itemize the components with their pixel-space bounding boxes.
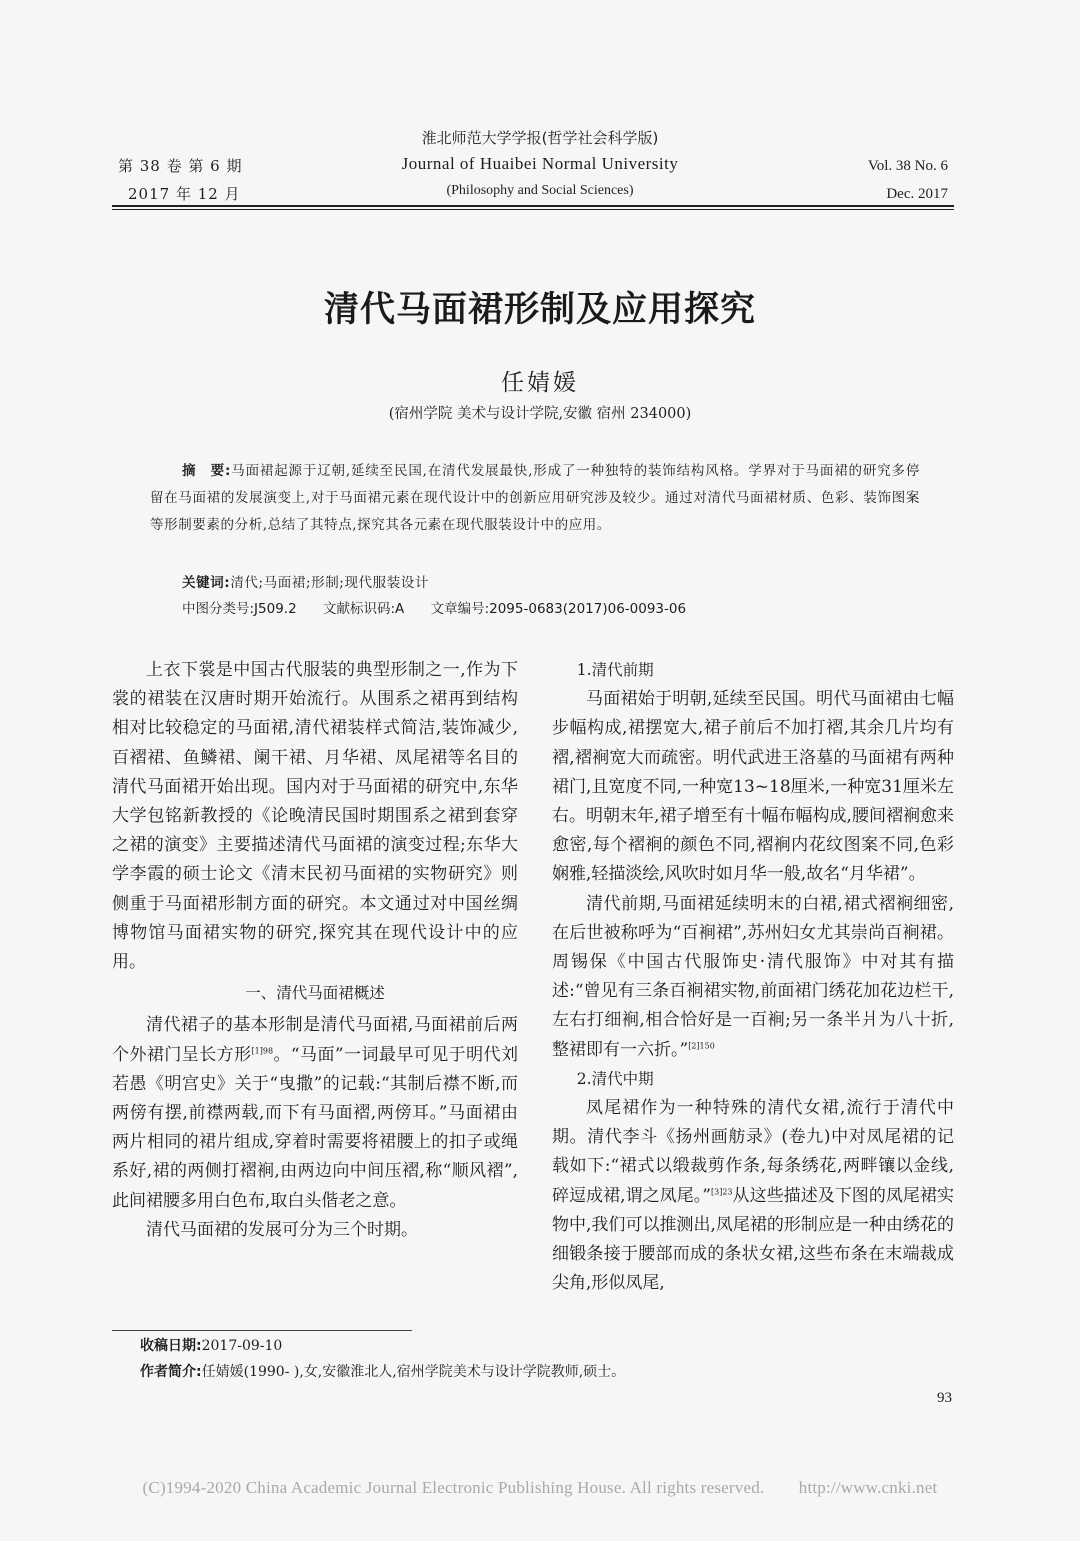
received-date: 收稿日期:2017-09-10	[140, 1338, 283, 1354]
citation: [1]98	[251, 1045, 274, 1055]
page-number: 93	[937, 1390, 952, 1406]
document-code: 文献标识码:A	[322, 601, 405, 617]
date-cn: 2017 年 12 月	[128, 185, 241, 203]
keywords	[182, 570, 429, 597]
volume-issue-en: Vol. 38 No. 6	[867, 158, 948, 174]
paragraph: 清代前期,马面裙延续明末的白裙,裙式褶裥细密,在后世被称呼为“百裥裙”,苏州妇女尤其崇尚百裥裙。周锡保《中国古代服饰史·清代服饰》中对其有描述:“曾见有三条百裥裙实物,前面裙门绣花加花边栏干,左右打细裥,相合恰好是一百裥;另一条半爿为八十折,整裙即有一六折。”$^{[2]150}$	[552, 893, 954, 1060]
author-name: 任婧媛	[501, 370, 579, 396]
author-affiliation: (宿州学院 美术与设计学院,安徽 宿州 234000)	[388, 406, 692, 422]
subsection-heading: 1.清代前期	[576, 661, 654, 679]
paragraph: 清代马面裙的发展可分为三个时期。	[146, 1219, 418, 1240]
paragraph: 凤尾裙作为一种特殊的清代女裙,流行于清代中期。清代李斗《扬州画舫录》(卷九)中对凤尾裙的记载如下:“裙式以缎裁剪作条,每条绣花,两畔镶以金线,碎逗成裙,谓之凤尾。”$^{[3]23}$从这些描述及下图的凤尾裙实物中,我们可以推测出,凤尾裙的形制应是一种由绣花的细锻条接于腰部而成的条状女裙,这些布条在末端裁成尖角,形似凤尾,	[552, 1098, 954, 1294]
subsection-heading: 2.清代中期	[576, 1069, 654, 1088]
keywords-label: 关键词:	[182, 575, 231, 591]
citation: [2]150	[688, 1040, 715, 1050]
copyright-watermark: (C)1994-2020 China Academic Journal Electronic Publishing House. All rights reserved. http://www.cnki.net	[142, 1478, 938, 1497]
header-rule-thin	[112, 209, 954, 210]
date-en: Dec. 2017	[886, 186, 948, 202]
header-center	[340, 128, 740, 202]
abstract-label: 摘 要:	[182, 463, 231, 479]
paragraph: 上衣下裳是中国古代服装的典型形制之一,作为下裳的裙装在汉唐时期开始流行。从围系之裙再到结构相对比较稳定的马面裙,清代裙装样式简洁,装饰减少,百褶裙、鱼鳞裙、阑干裙、月华裙、凤尾裙等名目的清代马面裙开始出现。国内对于马面裙的研究中,东华大学包铭新教授的《论晚清民国时期围系之裙到套穿之裙的演变》主要描述清代马面裙的演变过程;东华大学李霞的硕士论文《清末民初马面裙的实物研究》则侧重于马面裙形制方面的研究。本文通过对中国丝绸博物馆马面裙实物的研究,探究其在现代设计中的应用。	[112, 660, 518, 973]
header-left	[118, 152, 242, 208]
journal-title-cn: 淮北师范大学学报(哲学社会科学版)	[421, 129, 659, 147]
journal-subtitle-en: (Philosophy and Social Sciences)	[446, 183, 634, 198]
header-rule-thick	[112, 205, 954, 207]
citation: [3]23	[710, 1187, 733, 1196]
abstract-text: 马面裙起源于辽朝,延续至民国,在清代发展最快,形成了一种独特的装饰结构风格。学界对于马面裙的研究多停留在马面裙的发展演变上,对于马面裙元素在现代设计中的创新应用研究涉及较少。通过对清代马面裙材质、色彩、装饰图案等形制要素的分析,总结了其特点,探究其各元素在现代服装设计中的应用。	[150, 463, 920, 533]
classification-line	[182, 598, 708, 620]
article-number: 文章编号:2095-0683(2017)06-0093-06	[430, 601, 687, 617]
paragraph: 清代裙子的基本形制是清代马面裙,马面裙前后两个外裙门呈长方形$^{[1]98}$。“马面”一词最早可见于明代刘若愚《明宫史》关于“曳撒”的记载:“其制后襟不断,而两傍有摆,前襟两载,而下有马面褶,两傍耳。”马面裙由两片相同的裙片组成,穿着时需要将裙腰上的扣子或绳系好,裙的两侧打褶裥,由两边向中间压褶,称“顺风褶”,此间裙腰多用白色布,取白头偕老之意。	[112, 1015, 519, 1211]
abstract	[150, 458, 920, 539]
body-left-column	[112, 656, 518, 1245]
author-bio: 作者简介:任婧媛(1990- ),女,安徽淮北人,宿州学院美术与设计学院教师,硕士。	[140, 1364, 626, 1380]
volume-issue-cn: 第 38 卷 第 6 期	[118, 157, 243, 175]
footnote	[140, 1333, 625, 1385]
journal-title-en: Journal of Huaibei Normal University	[401, 154, 679, 173]
section-heading: 一、清代马面裙概述	[245, 984, 385, 1003]
article-title: 清代马面裙形制及应用探究	[323, 290, 756, 330]
clc-number: 中图分类号:J509.2	[182, 601, 297, 617]
header-right	[868, 152, 948, 208]
body-right-column	[552, 656, 954, 1298]
paragraph: 马面裙始于明朝,延续至民国。明代马面裙由七幅步幅构成,裙摆宽大,裙子前后不加打褶,其余几片均有褶,褶裥宽大而疏密。明代武进王洛墓的马面裙有两种裙门,且宽度不同,一种宽13~18厘米,一种宽31厘米左右。明朝末年,裙子增至有十幅布幅构成,腰间褶裥愈来愈密,每个褶裥的颜色不同,褶裥内花纹图案不同,色彩娴雅,轻描淡绘,风吹时如月华一般,故名“月华裙”。	[552, 689, 954, 885]
footnote-rule	[112, 1330, 412, 1331]
keywords-text: 清代;马面裙;形制;现代服装设计	[230, 575, 430, 591]
